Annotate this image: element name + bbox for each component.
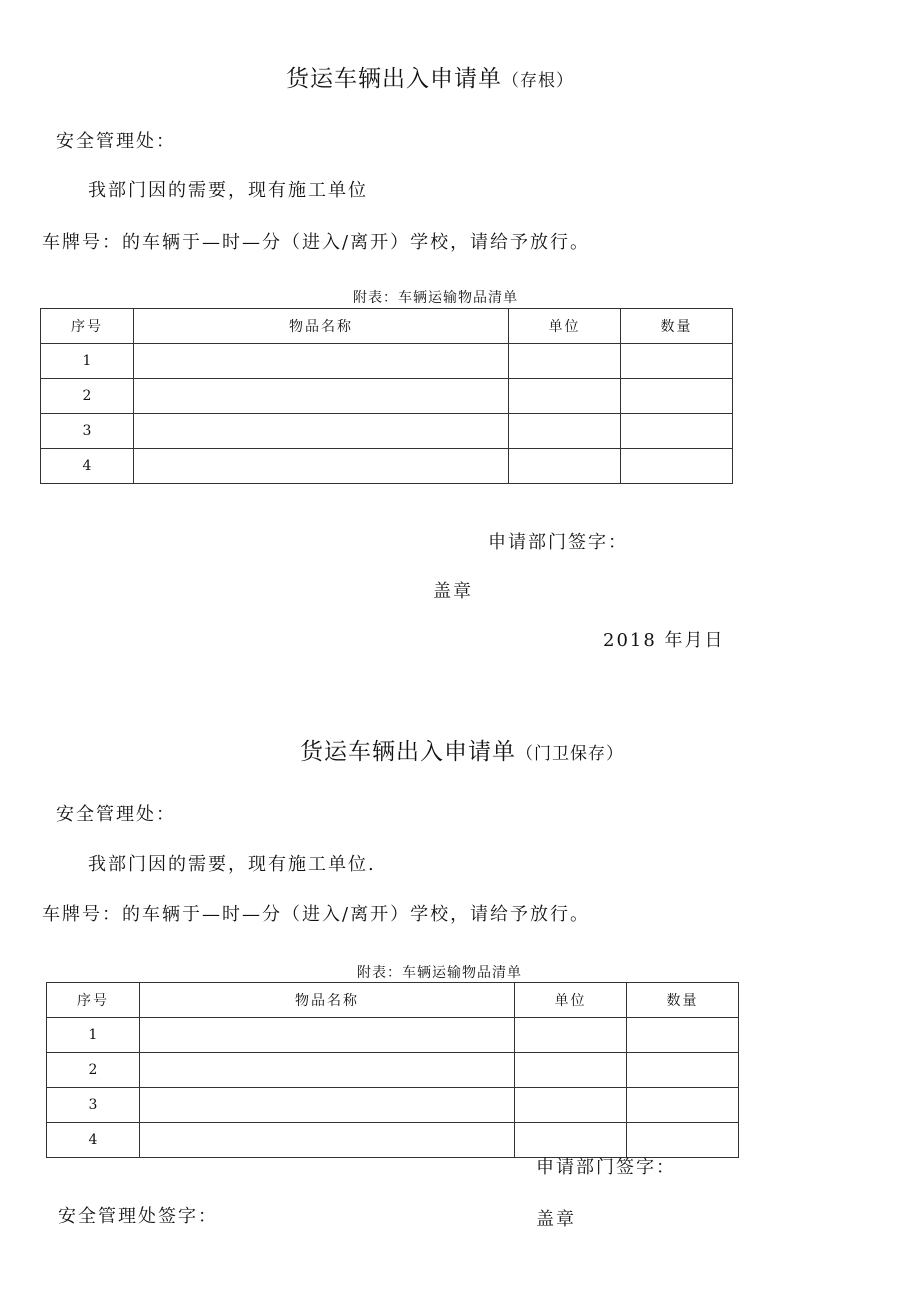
unit-cell[interactable] <box>509 379 621 414</box>
row-index: 3 <box>47 1088 140 1123</box>
form1-title-main: 货运车辆出入申请单 <box>286 66 502 92</box>
item-name-cell[interactable] <box>134 449 509 484</box>
row-index: 2 <box>47 1053 140 1088</box>
form1-body-line1: 我部门因的需要，现有施工单位 <box>88 180 368 201</box>
table-row <box>47 1088 739 1123</box>
column-header-unit: 单位 <box>509 309 621 344</box>
form1-body-line2: 车牌号：的车辆于—时—分（进入/离开）学校，请给予放行。 <box>42 232 591 253</box>
form2-safety-office-signature-label: 安全管理处签字： <box>58 1206 218 1227</box>
table-row <box>47 1053 739 1088</box>
quantity-cell[interactable] <box>621 414 733 449</box>
table-row <box>41 414 733 449</box>
form1-addressee: 安全管理处： <box>56 131 176 152</box>
quantity-cell[interactable] <box>621 344 733 379</box>
form2-body-line2: 车牌号：的车辆于—时—分（进入/离开）学校，请给予放行。 <box>42 904 591 925</box>
form2-body-line1: 我部门因的需要，现有施工单位. <box>88 854 376 875</box>
row-index: 4 <box>47 1123 140 1158</box>
form2-addressee: 安全管理处： <box>56 804 176 825</box>
quantity-cell[interactable] <box>621 379 733 414</box>
unit-cell[interactable] <box>515 1088 627 1123</box>
column-header-quantity: 数量 <box>627 983 739 1018</box>
form1-stamp-label: 盖章 <box>433 581 473 602</box>
column-header-index: 序号 <box>41 309 134 344</box>
item-name-cell[interactable] <box>140 1123 515 1158</box>
item-name-cell[interactable] <box>140 1088 515 1123</box>
form1-title-suffix: （存根） <box>502 71 574 91</box>
form2-table-caption: 附表：车辆运输物品清单 <box>357 965 522 981</box>
form1-applicant-signature-label: 申请部门签字： <box>488 532 628 553</box>
item-name-cell[interactable] <box>134 379 509 414</box>
form1-table-caption: 附表：车辆运输物品清单 <box>353 290 518 306</box>
quantity-cell[interactable] <box>621 449 733 484</box>
row-index: 4 <box>41 449 134 484</box>
table-row <box>47 1018 739 1053</box>
quantity-cell[interactable] <box>627 1053 739 1088</box>
quantity-cell[interactable] <box>627 1088 739 1123</box>
form2-items-table <box>46 982 739 1158</box>
quantity-cell[interactable] <box>627 1018 739 1053</box>
unit-cell[interactable] <box>509 414 621 449</box>
table-header-row <box>47 983 739 1018</box>
item-name-cell[interactable] <box>140 1018 515 1053</box>
row-index: 2 <box>41 379 134 414</box>
unit-cell[interactable] <box>509 449 621 484</box>
column-header-item-name: 物品名称 <box>140 983 515 1018</box>
form2-title-main: 货运车辆出入申请单 <box>300 739 516 765</box>
form1-items-table <box>40 308 733 484</box>
form2-applicant-signature-label: 申请部门签字： <box>536 1157 676 1178</box>
item-name-cell[interactable] <box>134 344 509 379</box>
form2-title-suffix: （门卫保存） <box>516 744 624 764</box>
table-row <box>41 449 733 484</box>
form2-title <box>300 733 624 766</box>
item-name-cell[interactable] <box>140 1053 515 1088</box>
form1-date: 2018 年月日 <box>603 630 725 651</box>
table-header-row <box>41 309 733 344</box>
column-header-item-name: 物品名称 <box>134 309 509 344</box>
item-name-cell[interactable] <box>134 414 509 449</box>
row-index: 1 <box>47 1018 140 1053</box>
table-row <box>41 344 733 379</box>
column-header-quantity: 数量 <box>621 309 733 344</box>
row-index: 3 <box>41 414 134 449</box>
unit-cell[interactable] <box>515 1018 627 1053</box>
column-header-unit: 单位 <box>515 983 627 1018</box>
column-header-index: 序号 <box>47 983 140 1018</box>
unit-cell[interactable] <box>515 1053 627 1088</box>
row-index: 1 <box>41 344 134 379</box>
form1-title <box>286 60 574 93</box>
unit-cell[interactable] <box>509 344 621 379</box>
table-row <box>41 379 733 414</box>
form2-stamp-label: 盖章 <box>536 1209 576 1230</box>
